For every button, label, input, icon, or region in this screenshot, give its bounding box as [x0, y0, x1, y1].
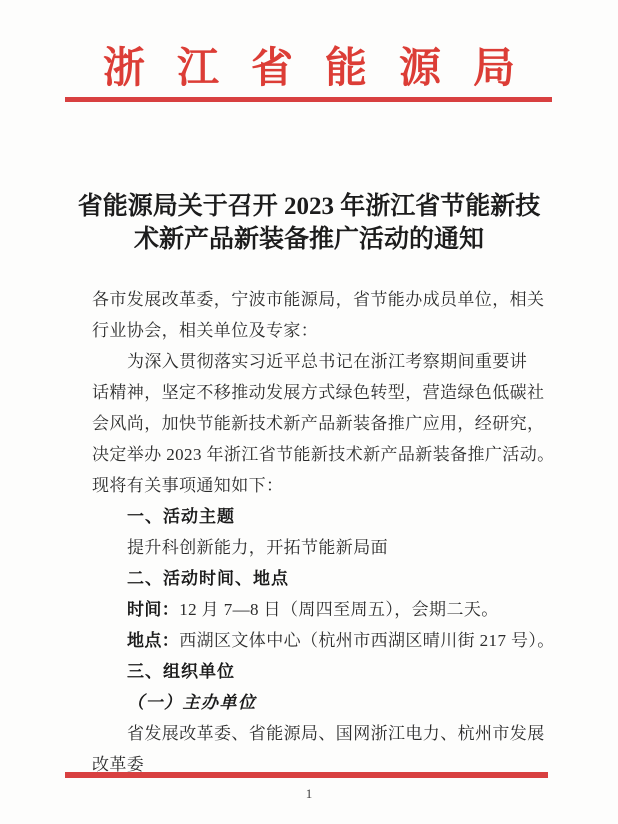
text-segment: 决定举办 2023 年浙江省节能新技术新产品新装备推广活动。: [92, 445, 555, 464]
body-lines: [92, 284, 555, 780]
body-line: [92, 594, 544, 625]
text-segment: 地点：: [127, 631, 180, 650]
text-segment: 改革委: [92, 755, 145, 774]
text-segment: （一）主办单位: [127, 693, 257, 712]
text-segment: 12 月 7—8 日（周四至周五），会期二天。: [179, 600, 499, 619]
body-line: [92, 346, 544, 377]
text-segment: 西湖区文体中心（杭州市西湖区晴川街 217 号）。: [179, 631, 555, 650]
body-line: [92, 625, 555, 656]
body-line: [92, 563, 544, 594]
body-line: [92, 377, 544, 408]
header-divider-rule: [65, 97, 552, 102]
body-line: [92, 315, 544, 346]
body-line: [92, 718, 544, 749]
text-segment: 省发展改革委、省能源局、国网浙江电力、杭州市发展: [127, 724, 545, 743]
document-title-line-1: 省能源局关于召开 2023 年浙江省节能新技: [77, 193, 541, 220]
body-line: [92, 408, 544, 439]
body-line: [92, 501, 544, 532]
text-segment: 会风尚，加快节能新技术新产品新装备推广应用，经研究，: [92, 414, 545, 433]
document-title: [0, 190, 618, 256]
text-segment: 话精神，坚定不移推动发展方式绿色转型，营造绿色低碳社: [92, 383, 545, 402]
footer-divider-rule: [65, 772, 548, 778]
text-segment: 时间：: [127, 600, 180, 619]
text-segment: 提升科创新能力，开拓节能新局面: [127, 538, 388, 557]
body-line: [92, 439, 555, 470]
agency-header-title: 浙江省能源局: [102, 46, 547, 92]
body-line: [92, 687, 544, 718]
text-segment: 三、组织单位: [127, 662, 235, 681]
text-segment: 一、活动主题: [127, 507, 235, 526]
body-line: [92, 470, 544, 501]
text-segment: 二、活动时间、地点: [127, 569, 289, 588]
body-line: [92, 532, 544, 563]
page-number: 1: [305, 786, 313, 801]
body-line: [92, 284, 544, 315]
text-segment: 现将有关事项通知如下：: [92, 476, 284, 495]
text-segment: 为深入贯彻落实习近平总书记在浙江考察期间重要讲: [127, 352, 528, 371]
text-segment: 各市发展改革委，宁波市能源局，省节能办成员单位，相关: [92, 290, 545, 309]
document-title-line-2: 术新产品新装备推广活动的通知: [133, 226, 484, 253]
text-segment: 行业协会，相关单位及专家：: [92, 321, 319, 340]
body-line: [92, 656, 544, 687]
